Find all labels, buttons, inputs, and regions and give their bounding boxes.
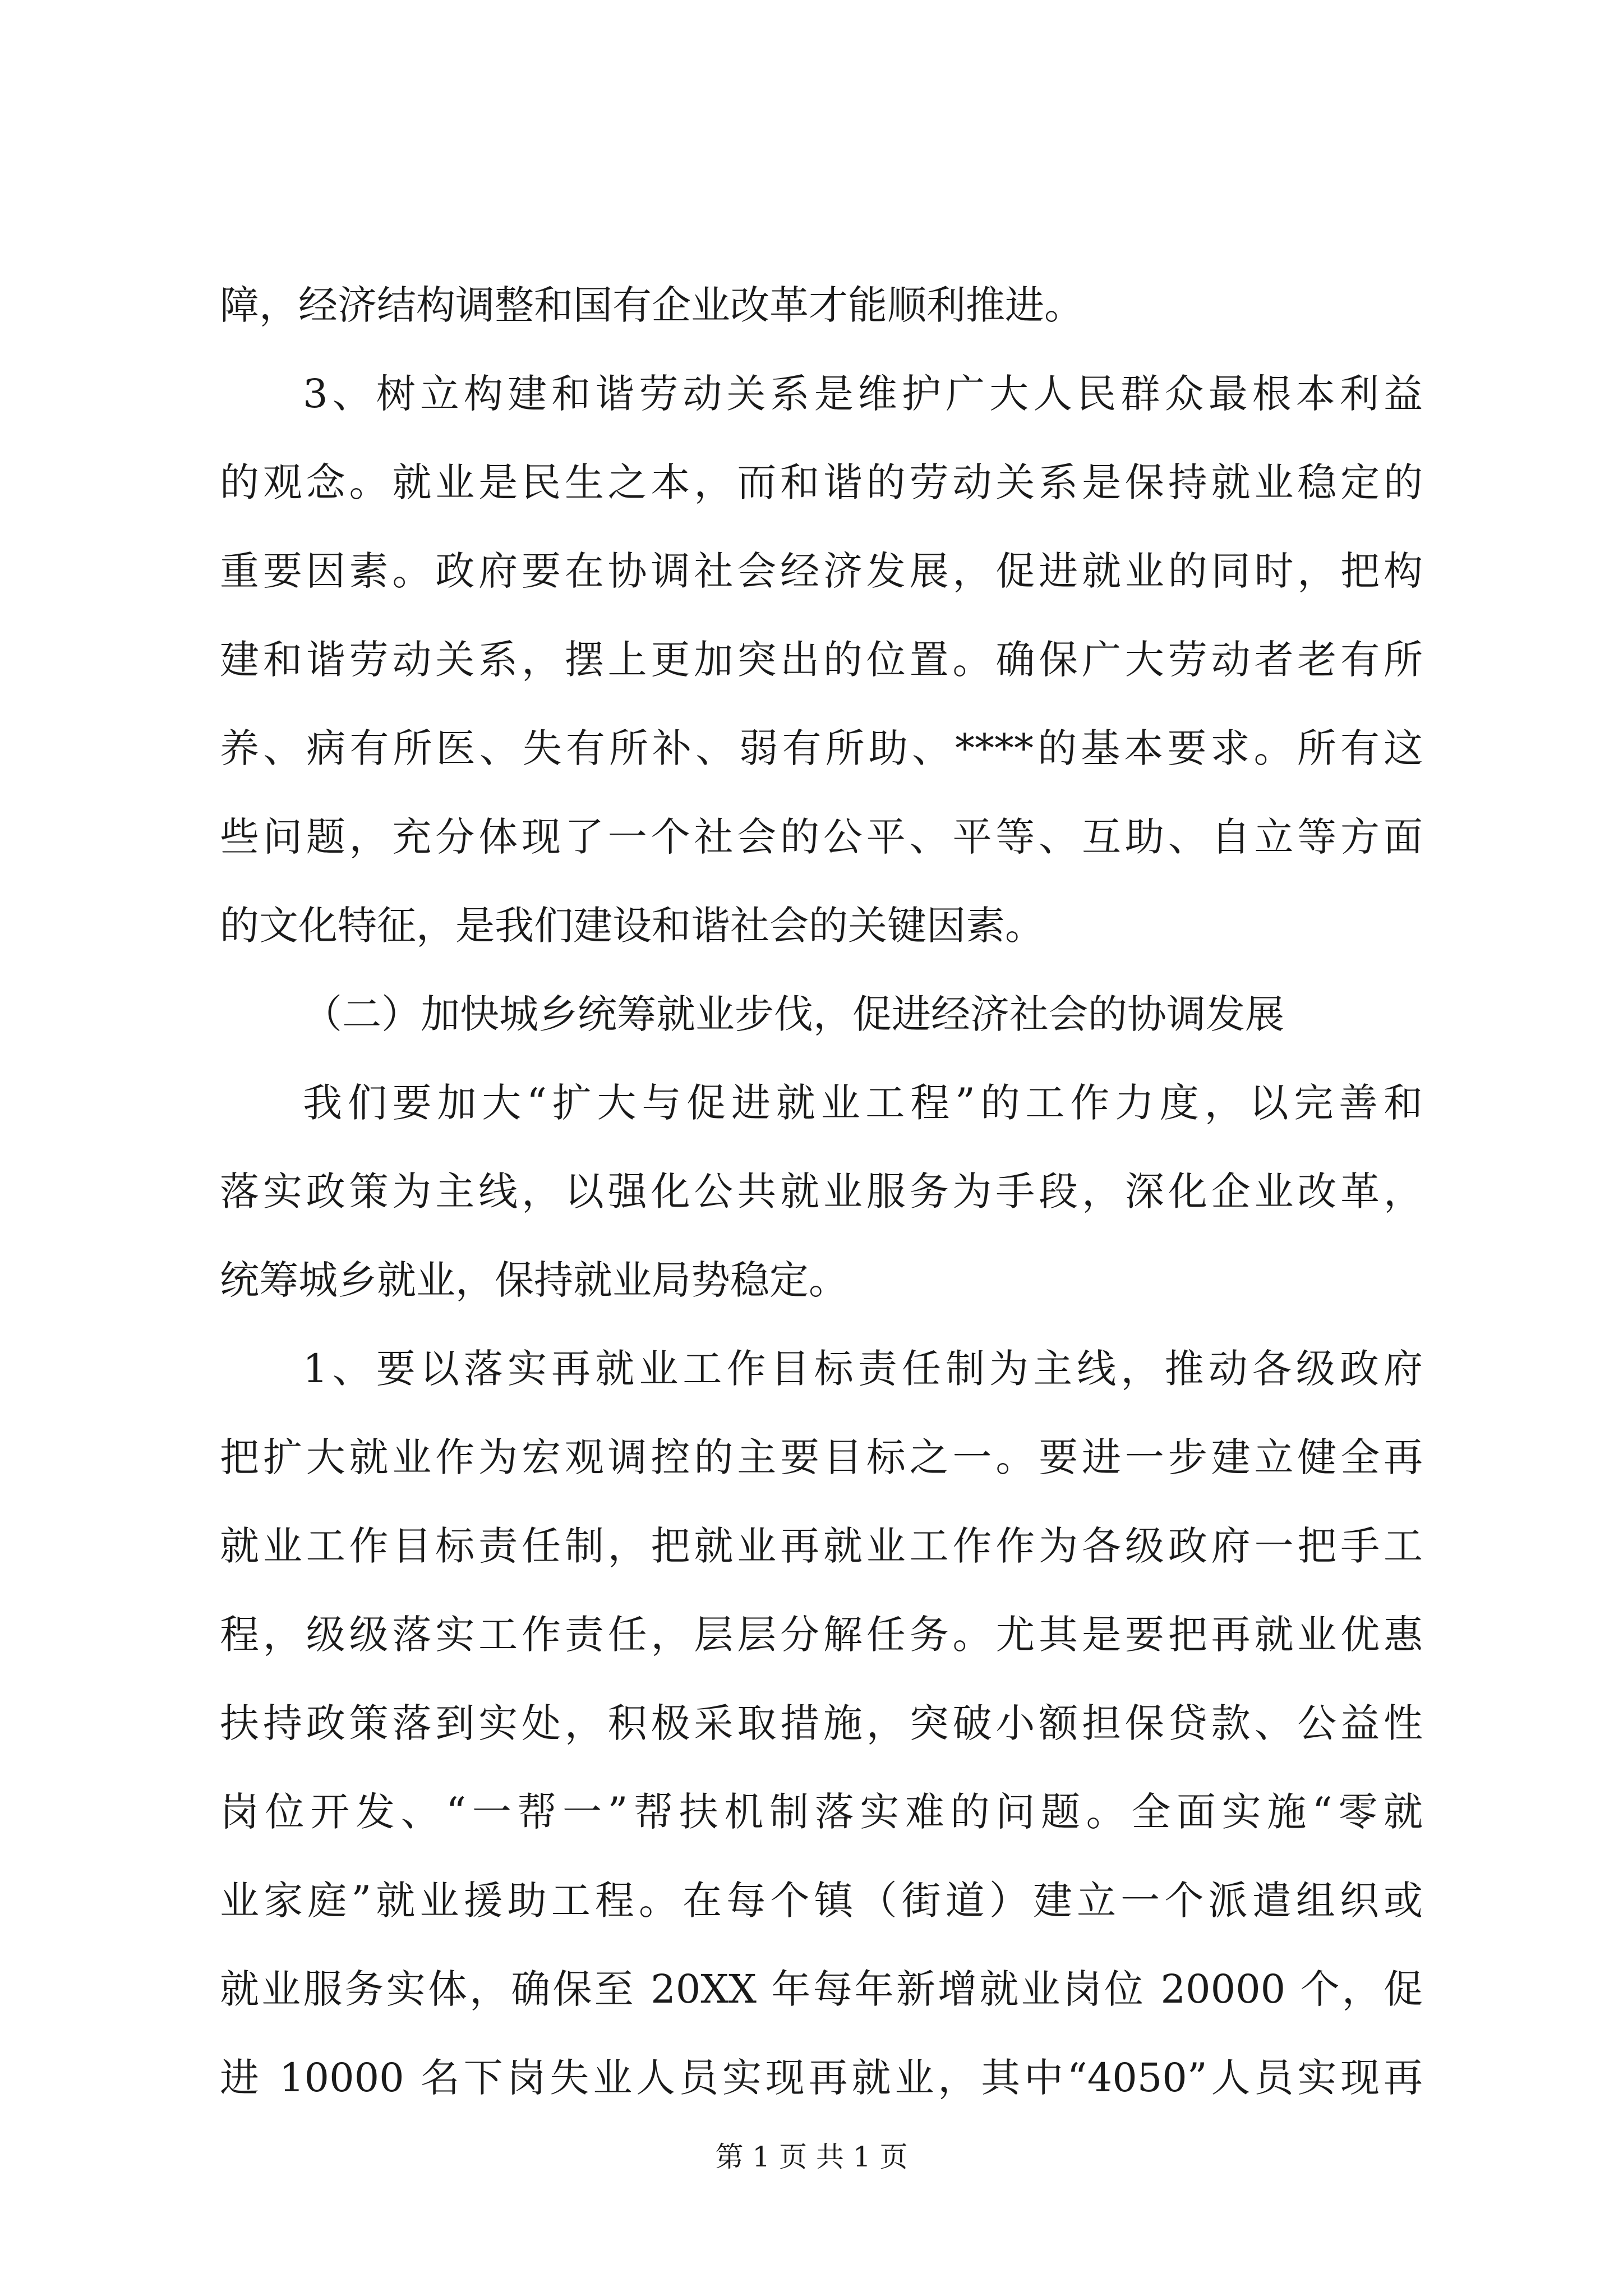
text-line: 就业工作目标责任制，把就业再就业工作作为各级政府一把手工 <box>220 1523 1423 1569</box>
text-line: 的观念。就业是民生之本，而和谐的劳动关系是保持就业稳定的 <box>220 459 1423 505</box>
text-line: 障，经济结构调整和国有企业改革才能顺利推进。 <box>220 282 1083 328</box>
text-line: 岗位开发、“一帮一”帮扶机制落实难的问题。全面实施“零就 <box>220 1789 1423 1835</box>
document-body <box>220 261 1423 2122</box>
text-line: 程，级级落实工作责任，层层分解任务。尤其是要把再就业优惠 <box>220 1612 1423 1658</box>
text-line: 落实政策为主线，以强化公共就业服务为手段，深化企业改革， <box>220 1168 1423 1214</box>
text-line: 些问题，充分体现了一个社会的公平、平等、互助、自立等方面 <box>220 814 1423 860</box>
text-line: 我们要加大“扩大与促进就业工程”的工作力度，以完善和 <box>303 1080 1423 1126</box>
text-line: 统筹城乡就业，保持就业局势稳定。 <box>220 1257 848 1303</box>
text-line: 扶持政策落到实处，积极采取措施，突破小额担保贷款、公益性 <box>220 1700 1423 1746</box>
text-line: 进 10000 名下岗失业人员实现再就业，其中“4050”人员实现再 <box>220 2055 1423 2101</box>
text-line: 的文化特征，是我们建设和谐社会的关键因素。 <box>220 903 1044 949</box>
text-line: 建和谐劳动关系，摆上更加突出的位置。确保广大劳动者老有所 <box>220 637 1423 683</box>
text-line: （二）加快城乡统筹就业步伐，促进经济社会的协调发展 <box>303 991 1284 1037</box>
text-line: 就业服务实体，确保至 20XX 年每年新增就业岗位 20000 个，促 <box>220 1966 1423 2012</box>
text-line: 3、树立构建和谐劳动关系是维护广大人民群众最根本利益 <box>303 371 1423 417</box>
text-line: 把扩大就业作为宏观调控的主要目标之一。要进一步建立健全再 <box>220 1434 1423 1480</box>
text-line: 业家庭”就业援助工程。在每个镇（街道）建立一个派遣组织或 <box>220 1878 1423 1924</box>
text-line: 养、病有所医、失有所补、弱有所助、****的基本要求。所有这 <box>220 725 1423 771</box>
text-line: 重要因素。政府要在协调社会经济发展，促进就业的同时，把构 <box>220 548 1423 594</box>
text-line: 1、要以落实再就业工作目标责任制为主线，推动各级政府 <box>303 1346 1423 1392</box>
page-footer: 第 1 页 共 1 页 <box>715 2141 908 2173</box>
